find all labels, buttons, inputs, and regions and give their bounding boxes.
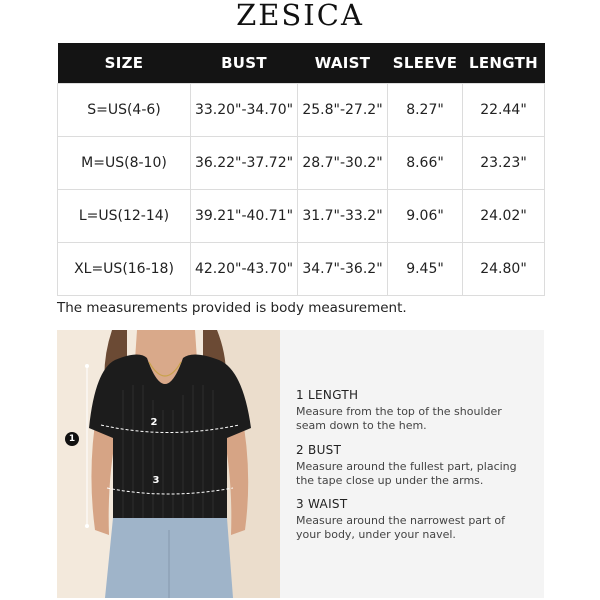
column-header-sleeve: SLEEVE (388, 43, 463, 84)
guide-length-desc: Measure from the top of the shoulder seam down to the hem. (296, 405, 502, 432)
bust-cell: 39.21"-40.71" (191, 190, 298, 243)
sleeve-cell: 9.06" (388, 190, 463, 243)
bust-marker: 2 (150, 417, 158, 428)
size-cell: XL=US(16-18) (58, 243, 191, 296)
length-cell: 24.02" (463, 190, 545, 243)
column-header-bust: BUST (191, 43, 298, 84)
waist-cell: 28.7"-30.2" (298, 137, 388, 190)
table-row (58, 190, 545, 243)
guide-waist-title: 3 WAIST (296, 497, 348, 511)
model-illustration (57, 330, 280, 598)
length-cell: 22.44" (463, 84, 545, 137)
length-marker: 1 (65, 432, 79, 446)
waist-marker: 3 (152, 475, 160, 486)
table-row (58, 137, 545, 190)
size-chart-header-row (58, 43, 545, 84)
guide-length-title: 1 LENGTH (296, 388, 359, 402)
guide-bust-desc: Measure around the fullest part, placing the tape close up under the arms. (296, 460, 517, 487)
size-cell: L=US(12-14) (58, 190, 191, 243)
bust-cell: 36.22"-37.72" (191, 137, 298, 190)
measurement-note: The measurements provided is body measurement. (57, 300, 407, 316)
length-cell: 23.23" (463, 137, 545, 190)
length-cell: 24.80" (463, 243, 545, 296)
size-chart-table (57, 43, 545, 296)
sleeve-cell: 9.45" (388, 243, 463, 296)
measurement-guide-panel (280, 330, 544, 598)
bust-cell: 42.20"-43.70" (191, 243, 298, 296)
sleeve-cell: 8.27" (388, 84, 463, 137)
size-cell: M=US(8-10) (58, 137, 191, 190)
table-row (58, 84, 545, 137)
column-header-waist: WAIST (298, 43, 388, 84)
waist-cell: 31.7"-33.2" (298, 190, 388, 243)
table-row (58, 243, 545, 296)
waist-cell: 25.8"-27.2" (298, 84, 388, 137)
sleeve-cell: 8.66" (388, 137, 463, 190)
waist-cell: 34.7"-36.2" (298, 243, 388, 296)
column-header-length: LENGTH (463, 43, 545, 84)
column-header-size: SIZE (58, 43, 191, 84)
guide-length (296, 388, 526, 433)
model-photo (57, 330, 280, 598)
guide-waist (296, 497, 526, 542)
size-cell: S=US(4-6) (58, 84, 191, 137)
brand-logo: ZESICA (236, 0, 364, 32)
bust-cell: 33.20"-34.70" (191, 84, 298, 137)
guide-waist-desc: Measure around the narrowest part of your body, under your navel. (296, 514, 505, 541)
guide-bust (296, 443, 526, 488)
guide-bust-title: 2 BUST (296, 443, 342, 457)
